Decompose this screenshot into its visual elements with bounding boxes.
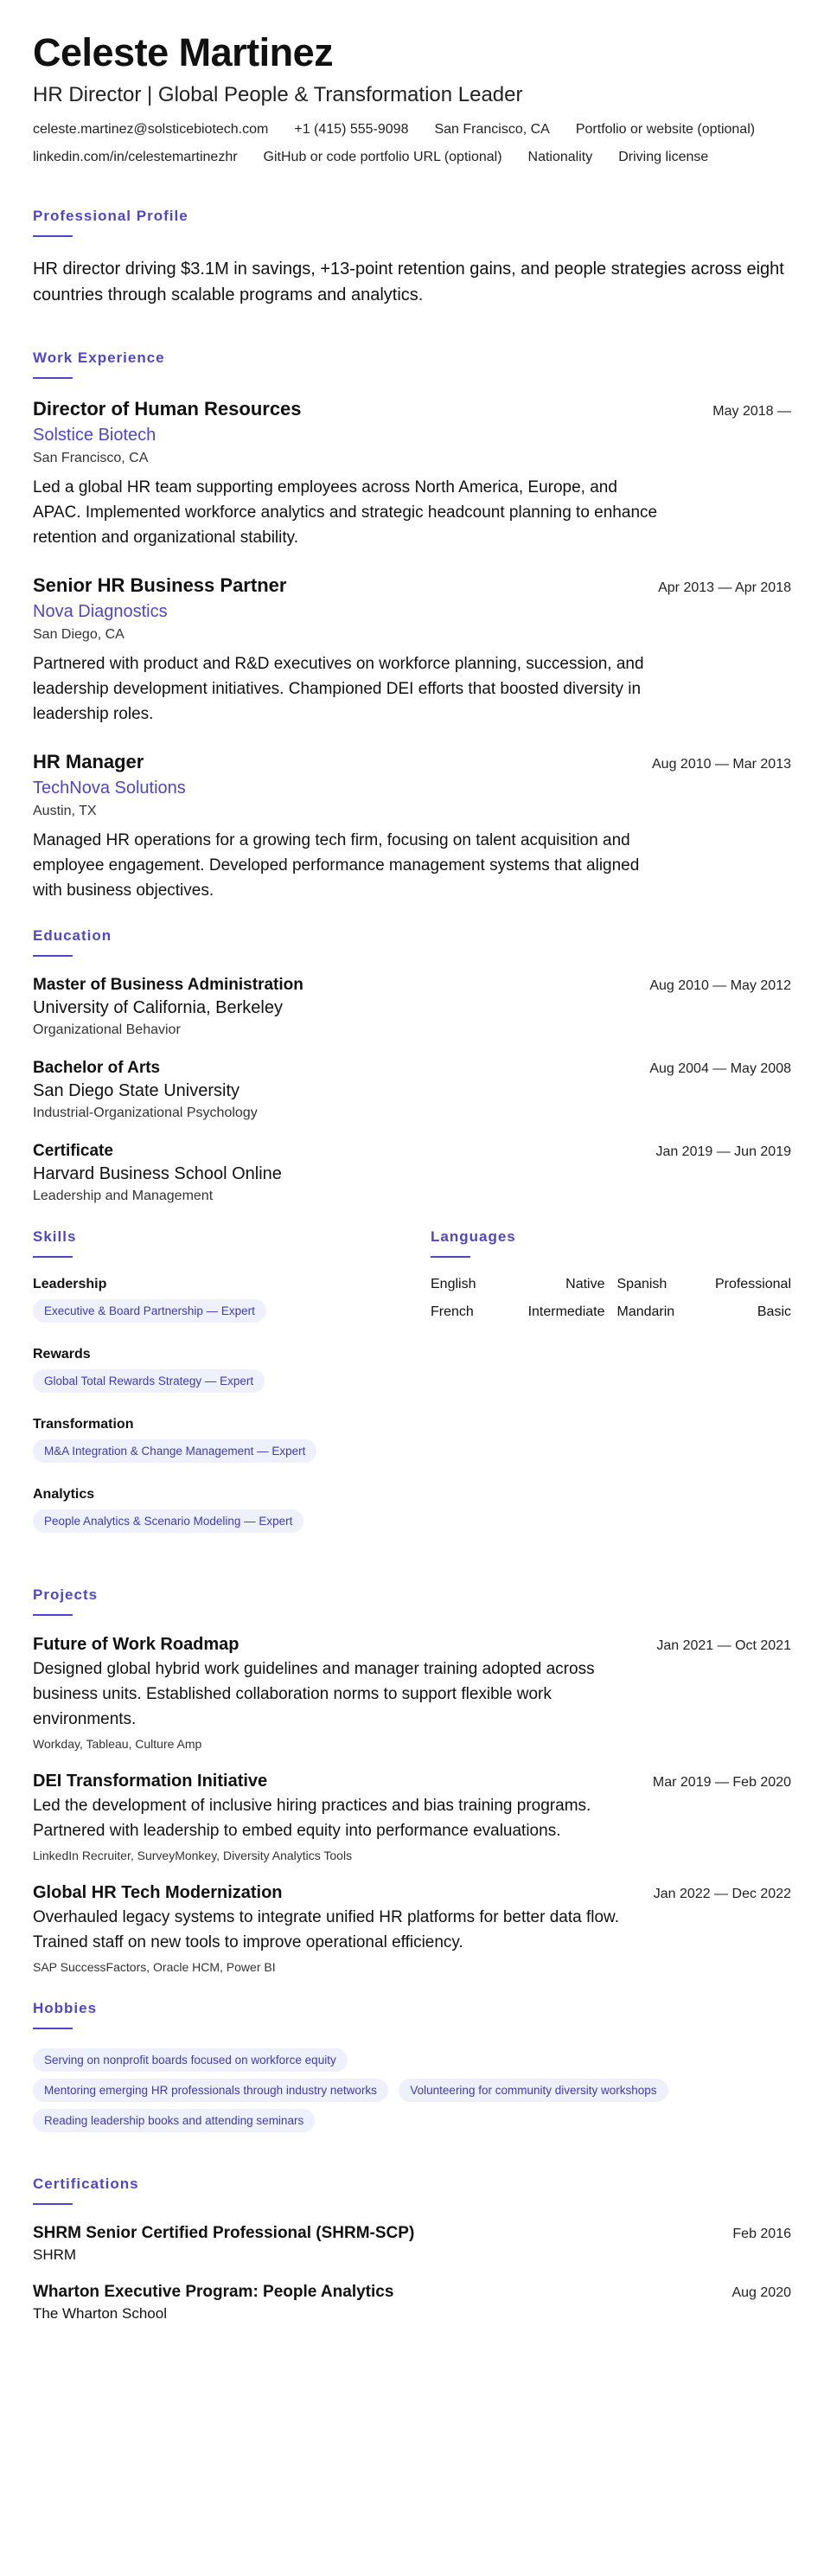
- project-title: DEI Transformation Initiative: [33, 1771, 268, 1791]
- section-divider: [33, 2028, 73, 2029]
- project-description: Overhauled legacy systems to integrate unified HR platforms for better data flow. Trained staff on new tools to improve operational efficiency.: [33, 1907, 619, 1951]
- skills-languages-row: [33, 1228, 791, 1557]
- section-title: Skills: [33, 1227, 77, 1245]
- skill-category: Rewards: [33, 1346, 91, 1362]
- language-level: Native: [565, 1276, 605, 1291]
- project-entry: [33, 1635, 791, 1751]
- job-title: Senior HR Business Partner: [33, 574, 287, 596]
- contact-email[interactable]: celeste.martinez@solsticebiotech.com: [33, 121, 269, 137]
- certification-issuer: The Wharton School: [33, 2304, 167, 2322]
- section-divider: [33, 1614, 73, 1616]
- skills-section: [33, 1228, 431, 1557]
- resume-header: [33, 31, 791, 166]
- skill-group: [33, 1347, 431, 1400]
- section-divider: [33, 1256, 73, 1258]
- language-name: Spanish: [616, 1276, 668, 1291]
- contact-info: [33, 121, 791, 166]
- languages-section: [431, 1228, 791, 1557]
- certification-issuer: SHRM: [33, 2246, 77, 2263]
- education-dates: Jan 2019 — Jun 2019: [655, 1144, 791, 1159]
- skill-chip: Global Total Rewards Strategy — Expert: [33, 1369, 265, 1393]
- project-dates: Mar 2019 — Feb 2020: [652, 1774, 791, 1790]
- language-level: Professional: [714, 1276, 791, 1291]
- project-entry: [33, 1883, 791, 1974]
- contact-location: San Francisco, CA: [434, 121, 550, 137]
- section-divider: [33, 955, 73, 957]
- project-entry: [33, 1772, 791, 1862]
- job-dates: Aug 2010 — Mar 2013: [652, 756, 791, 772]
- project-description: Designed global hybrid work guidelines and manager training adopted across business units. Established collaboration norms to support flexible work environments.: [33, 1659, 595, 1728]
- skill-category: Leadership: [33, 1276, 107, 1291]
- candidate-headline: HR Director | Global People & Transformation Leader: [33, 82, 523, 106]
- education-dates: Aug 2010 — May 2012: [649, 977, 791, 993]
- education-degree: Bachelor of Arts: [33, 1058, 161, 1077]
- education-degree: Certificate: [33, 1141, 113, 1160]
- contact-github[interactable]: GitHub or code portfolio URL (optional): [263, 149, 502, 164]
- job-company: TechNova Solutions: [33, 778, 186, 798]
- project-tech: Workday, Tableau, Culture Amp: [33, 1736, 202, 1751]
- skill-chip: M&A Integration & Change Management — Expert: [33, 1439, 316, 1463]
- certification-date: Feb 2016: [732, 2226, 791, 2241]
- skill-chip: Executive & Board Partnership — Expert: [33, 1299, 266, 1323]
- language-list: [431, 1277, 791, 1320]
- job-dates: May 2018 —: [712, 403, 791, 419]
- education-school: University of California, Berkeley: [33, 997, 283, 1017]
- language-name: French: [431, 1304, 474, 1319]
- education-entry: [33, 1059, 791, 1121]
- language-level: Intermediate: [527, 1304, 605, 1319]
- job-company: Nova Diagnostics: [33, 601, 168, 621]
- section-title: Hobbies: [33, 1999, 98, 2016]
- job-title: HR Manager: [33, 750, 144, 772]
- certification-date: Aug 2020: [731, 2284, 791, 2300]
- language-level: Basic: [757, 1304, 791, 1319]
- language-item: [617, 1304, 792, 1320]
- certification-entry: [33, 2224, 791, 2264]
- project-title: Global HR Tech Modernization: [33, 1882, 283, 1902]
- project-description: Led the development of inclusive hiring practices and bias training programs. Partnered with leadership to embed equity into performance evaluations.: [33, 1796, 591, 1840]
- education-dates: Aug 2004 — May 2008: [649, 1061, 791, 1076]
- job-description: Led a global HR team supporting employees across North America, Europe, and APAC. Implemented workforce analytics and strategic headcount planning to enhance retention and organizational stability.: [33, 477, 658, 547]
- job-entry: [33, 574, 791, 727]
- skill-chip: People Analytics & Scenario Modeling — Expert: [33, 1509, 303, 1533]
- contact-portfolio[interactable]: Portfolio or website (optional): [575, 121, 756, 137]
- section-divider: [33, 2203, 73, 2205]
- section-title: Certifications: [33, 2175, 139, 2192]
- section-title: Education: [33, 926, 112, 944]
- project-title: Future of Work Roadmap: [33, 1634, 240, 1654]
- education-degree: Master of Business Administration: [33, 975, 303, 994]
- contact-linkedin[interactable]: linkedin.com/in/celestemartinezhr: [33, 149, 238, 164]
- contact-nationality: Nationality: [527, 149, 593, 164]
- project-tech: LinkedIn Recruiter, SurveyMonkey, Diversity Analytics Tools: [33, 1848, 353, 1862]
- language-name: English: [431, 1276, 476, 1291]
- skill-group: [33, 1277, 431, 1330]
- skill-category: Transformation: [33, 1416, 134, 1432]
- certification-name: Wharton Executive Program: People Analytics: [33, 2282, 394, 2301]
- section-divider: [33, 235, 73, 237]
- skill-category: Analytics: [33, 1486, 95, 1502]
- job-location: San Diego, CA: [33, 626, 125, 642]
- hobby-chip: Reading leadership books and attending seminars: [33, 2109, 315, 2132]
- experience-section: [33, 349, 791, 903]
- language-name: Mandarin: [616, 1304, 675, 1319]
- language-item: [431, 1304, 605, 1320]
- job-entry: [33, 398, 791, 550]
- education-entry: [33, 976, 791, 1038]
- hobbies-section: [33, 2000, 791, 2139]
- education-field: Organizational Behavior: [33, 1022, 181, 1037]
- job-description: Managed HR operations for a growing tech firm, focusing on talent acquisition and employee engagement. Developed performance management systems that aligned with business objectives.: [33, 830, 640, 900]
- hobby-chip: Serving on nonprofit boards focused on workforce equity: [33, 2048, 348, 2072]
- hobby-list: [33, 2048, 791, 2139]
- job-location: San Francisco, CA: [33, 450, 149, 465]
- certification-name: SHRM Senior Certified Professional (SHRM-SCP): [33, 2223, 415, 2242]
- certification-entry: [33, 2283, 791, 2323]
- skill-group: [33, 1487, 431, 1540]
- language-item: [431, 1277, 605, 1292]
- job-company: Solstice Biotech: [33, 425, 156, 445]
- education-school: San Diego State University: [33, 1080, 240, 1100]
- project-tech: SAP SuccessFactors, Oracle HCM, Power BI: [33, 1959, 276, 1974]
- section-divider: [33, 377, 73, 379]
- education-field: Leadership and Management: [33, 1188, 214, 1203]
- section-title: Professional Profile: [33, 207, 188, 224]
- project-dates: Jan 2022 — Dec 2022: [653, 1886, 791, 1901]
- projects-section: [33, 1586, 791, 1974]
- job-entry: [33, 751, 791, 903]
- education-section: [33, 927, 791, 1204]
- job-description: Partnered with product and R&D executives on workforce planning, succession, and leadership development initiatives. Championed DEI efforts that boosted diversity in leadership roles.: [33, 654, 644, 723]
- hobby-chip: Mentoring emerging HR professionals through industry networks: [33, 2079, 388, 2102]
- education-entry: [33, 1142, 791, 1204]
- project-dates: Jan 2021 — Oct 2021: [656, 1637, 791, 1653]
- hobby-chip: Volunteering for community diversity workshops: [399, 2079, 668, 2102]
- job-dates: Apr 2013 — Apr 2018: [658, 580, 791, 595]
- skill-group: [33, 1417, 431, 1470]
- section-title: Work Experience: [33, 349, 165, 366]
- section-divider: [431, 1256, 470, 1258]
- education-school: Harvard Business School Online: [33, 1163, 282, 1183]
- contact-driving-license: Driving license: [618, 149, 709, 164]
- job-location: Austin, TX: [33, 803, 97, 818]
- section-title: Languages: [431, 1227, 516, 1245]
- education-field: Industrial-Organizational Psychology: [33, 1105, 258, 1120]
- profile-summary: HR director driving $3.1M in savings, +13-point retention gains, and people strategies across eight countries through scalable programs and analytics.: [33, 259, 784, 304]
- profile-section: [33, 208, 791, 308]
- section-title: Projects: [33, 1586, 99, 1603]
- contact-phone[interactable]: +1 (415) 555-9098: [294, 121, 409, 137]
- job-title: Director of Human Resources: [33, 397, 302, 420]
- language-item: [617, 1277, 792, 1292]
- certifications-section: [33, 2176, 791, 2323]
- candidate-name: Celeste Martinez: [33, 30, 334, 74]
